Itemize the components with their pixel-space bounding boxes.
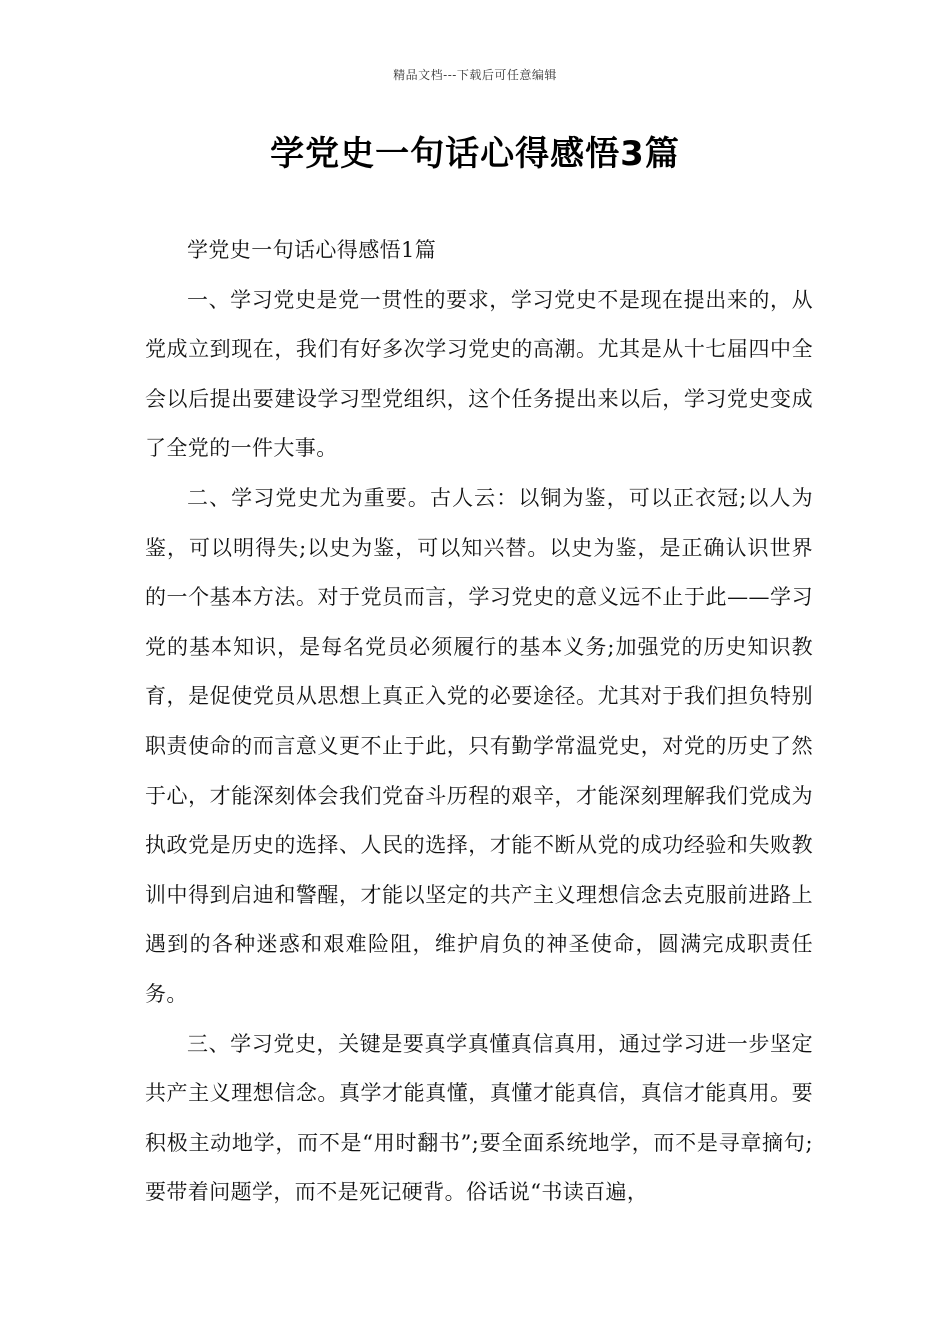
document-body [145,226,813,1218]
paragraph-3: 三、学习党史，关键是要真学真懂真信真用，通过学习进一步坚定共产主义理想信念。真学才能真懂，真懂才能真信，真信才能真用。要积极主动地学，而不是“用时翻书”;要全面系统地学，而不是寻章摘句;要带着问题学，而不是死记硬背。俗话说“书读百遍， [145,1031,813,1205]
page-header: 精品文档---下载后可任意编辑 [393,68,557,82]
section-heading: 学党史一句话心得感悟1篇 [187,238,437,262]
document-title: 学党史一句话心得感悟3篇 [270,134,680,174]
paragraph-1: 一、学习党史是党一贯性的要求，学习党史不是现在提出来的，从党成立到现在，我们有好多次学习党史的高潮。尤其是从十七届四中全会以后提出要建设学习型党组织，这个任务提出来以后，学习党史变成了全党的一件大事。 [145,287,813,461]
paragraph-2: 二、学习党史尤为重要。古人云：以铜为鉴，可以正衣冠;以人为鉴，可以明得失;以史为鉴，可以知兴替。以史为鉴，是正确认识世界的一个基本方法。对于党员而言，学习党史的意义远不止于此——学习党的基本知识，是每名党员必须履行的基本义务;加强党的历史知识教育，是促使党员从思想上真正入党的必要途径。尤其对于我们担负特别职责使命的而言意义更不止于此，只有勤学常温党史，对党的历史了然于心，才能深刻体会我们党奋斗历程的艰辛，才能深刻理解我们党成为执政党是历史的选择、人民的选择，才能不断从党的成功经验和失败教训中得到启迪和警醒，才能以坚定的共产主义理想信念去克服前进路上遇到的各种迷惑和艰难险阻，维护肩负的神圣使命，圆满完成职责任务。 [145,485,813,1006]
